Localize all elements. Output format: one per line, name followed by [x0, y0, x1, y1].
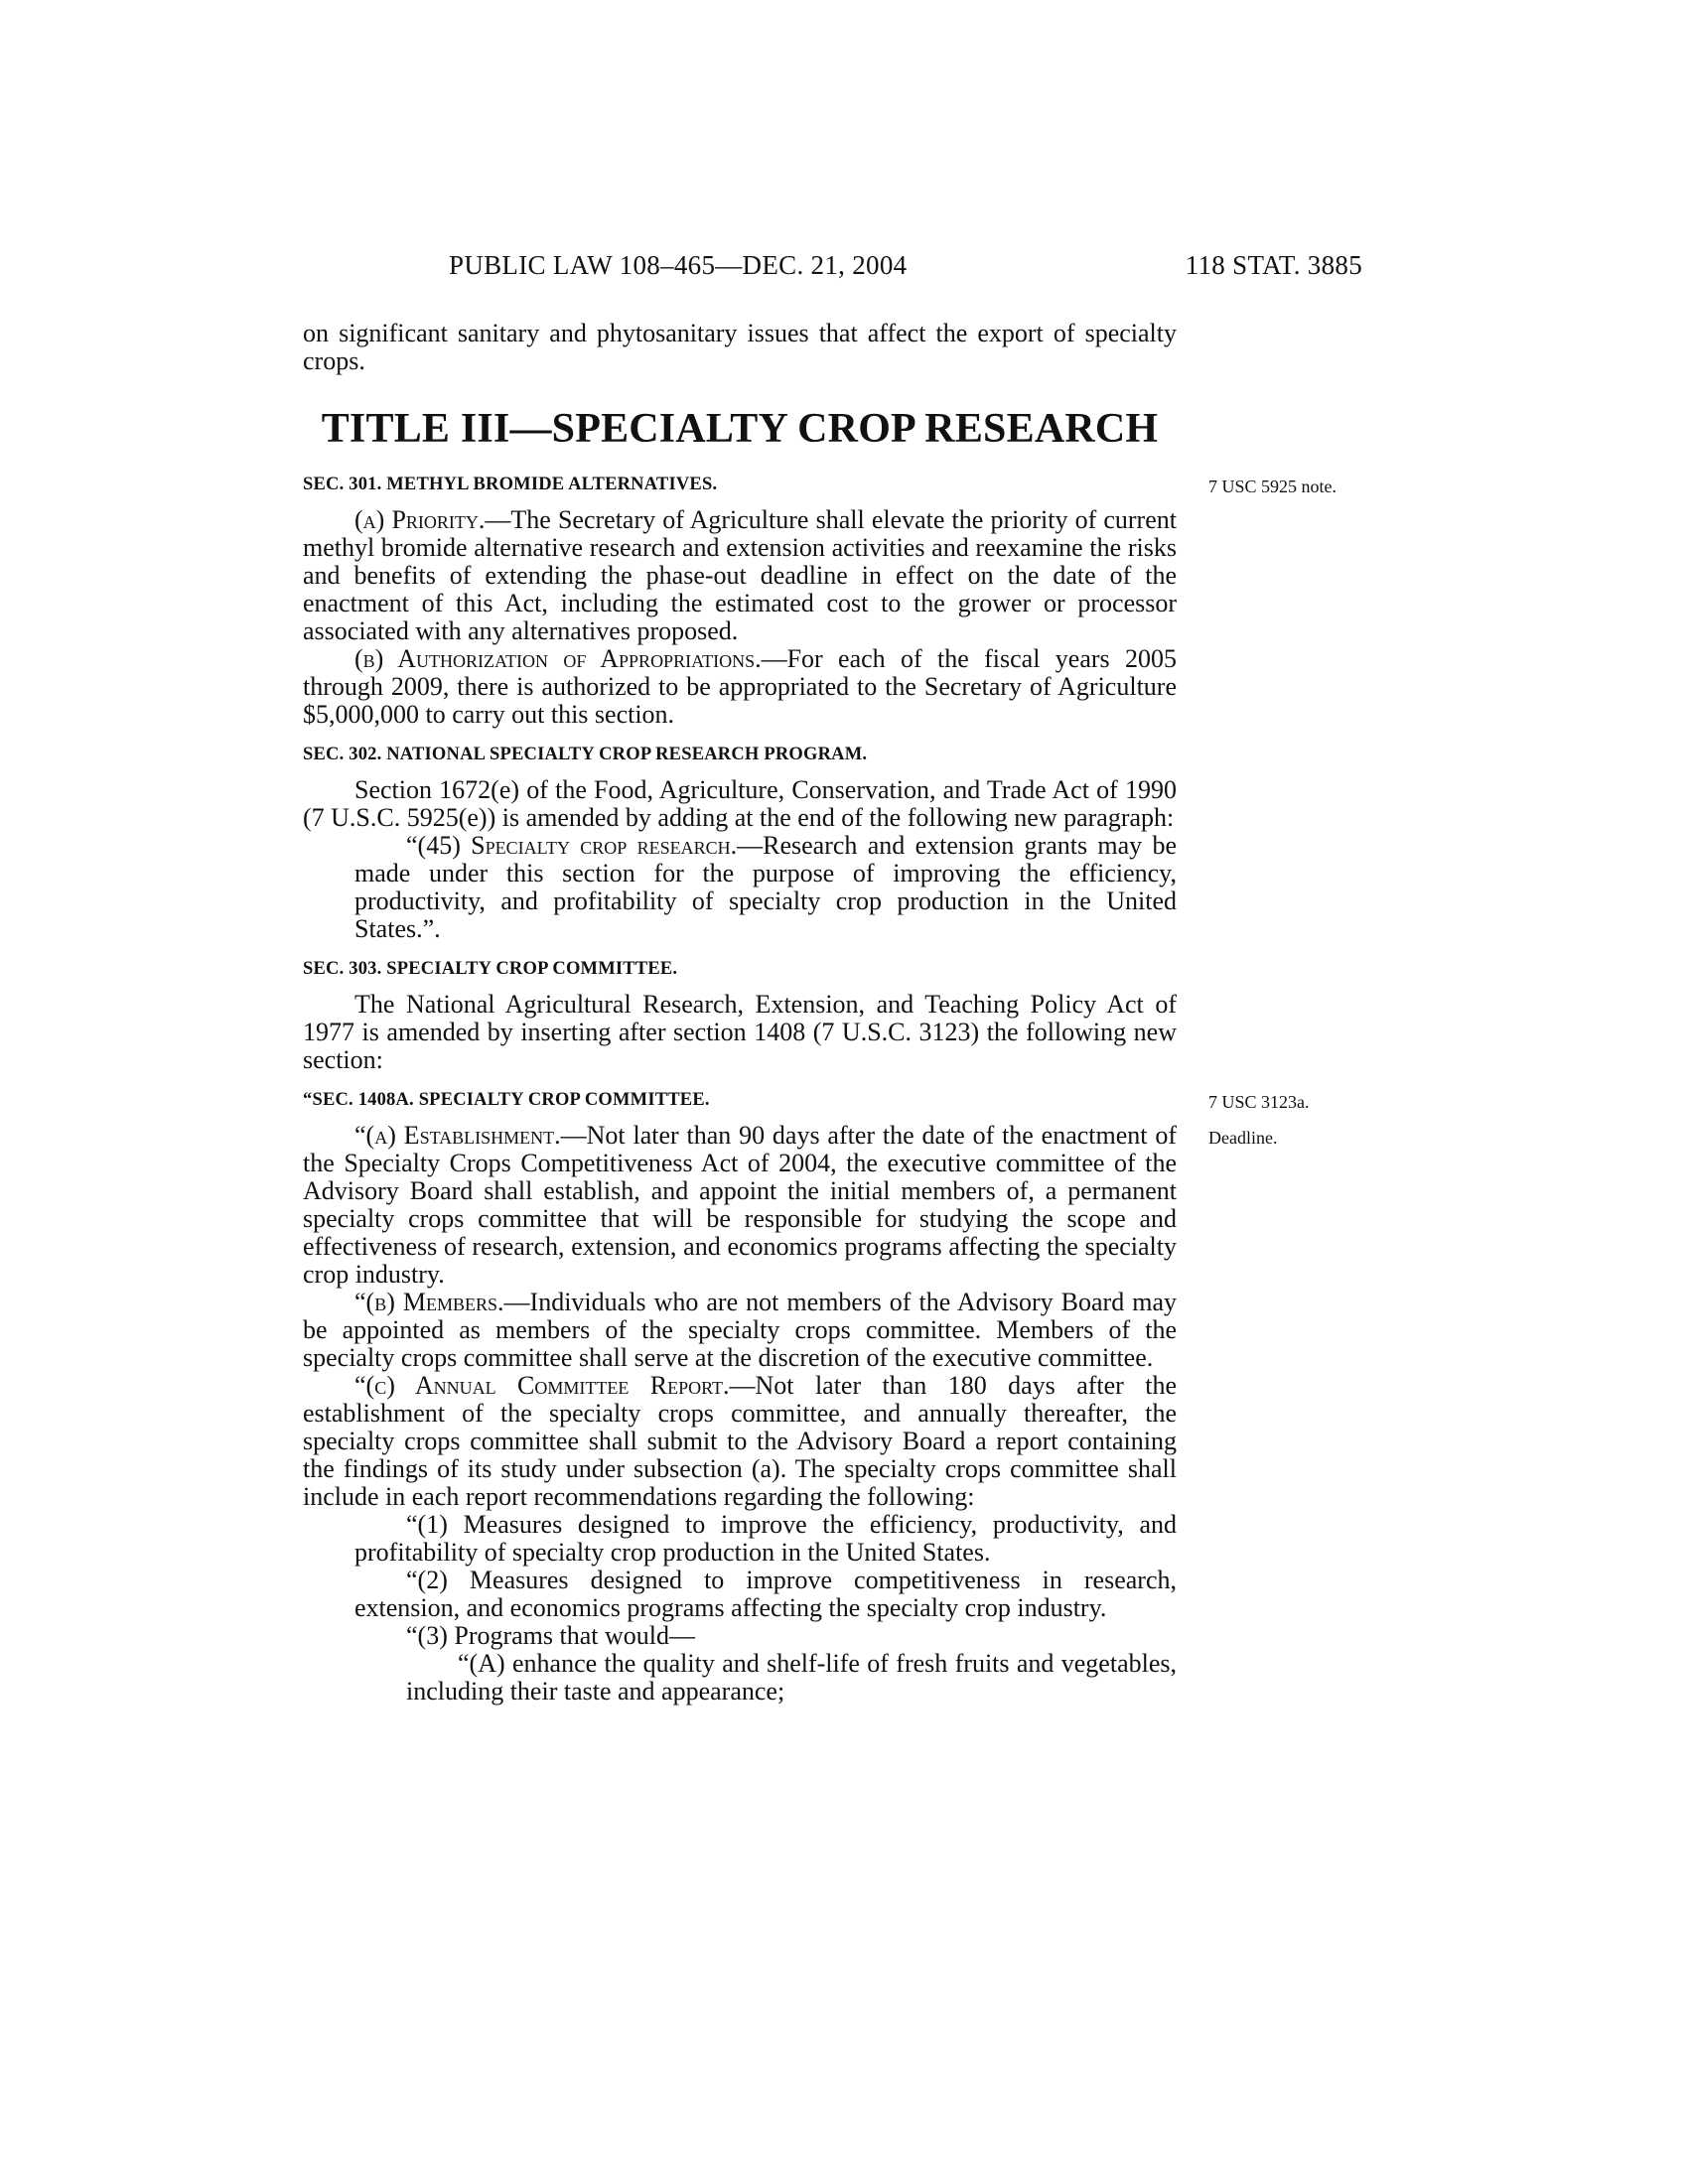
intro-paragraph: on significant sanitary and phytosanitary issues that affect the export of specialty crops. — [303, 319, 1177, 375]
sec-1408a-item-A: “(A) enhance the quality and shelf-life of fresh fruits and vegetables, including their taste and appearance; — [406, 1649, 1177, 1706]
sec-1408a-b-label: “(b) Members. — [354, 1288, 504, 1316]
sec-303-heading: SEC. 303. SPECIALTY CROP COMMITTEE. — [303, 959, 678, 979]
header-page-number: 118 STAT. 3885 — [1185, 250, 1362, 280]
sec-1408a-c — [303, 1372, 1177, 1511]
sec-1408a-b — [303, 1289, 1177, 1372]
sec-1408a-c-text: —Not later than 180 days after the establishment of the specialty crops committee, and annually thereafter, the specialty crops committee shall submit to the Advisory Board a report containing the findings of its study under subsection (a). The specialty crops committee shall include in each report recommendations regarding the following: — [303, 1371, 1177, 1511]
sec-302-p45-label: “(45) Specialty crop research. — [406, 831, 738, 860]
sec-302-text: Section 1672(e) of the Food, Agriculture, Conservation, and Trade Act of 1990 (7 U.S.C. 5925(e)) is amended by adding at the end of the following new paragraph: — [303, 775, 1177, 832]
sec-303-text: The National Agricultural Research, Extension, and Teaching Policy Act of 1977 is amended by inserting after section 1408 (7 U.S.C. 3123) the following new section: — [303, 990, 1177, 1074]
sec-301-a-label: (a) Priority. — [354, 505, 486, 534]
sec-1408a-b-text: —Individuals who are not members of the Advisory Board may be appointed as members of the specialty crops committee. Members of the specialty crops committee shall serve at the discretion of the executive committee. — [303, 1288, 1177, 1372]
sec-301-b — [303, 645, 1177, 729]
sec-1408a-item-2: “(2) Measures designed to improve competitiveness in research, extension, and economics programs affecting the specialty crop industry. — [354, 1566, 1177, 1622]
sec-1408a-a-text: —Not later than 90 days after the date of the enactment of the Specialty Crops Competitiveness Act of 2004, the executive committee of the Advisory Board shall establish, and appoint the initial members of, a permanent specialty crops committee that will be responsible for studying the scope and effectiveness of research, extension, and economics programs affecting the specialty crop industry. — [303, 1121, 1177, 1289]
header-title: PUBLIC LAW 108–465—DEC. 21, 2004 — [449, 250, 908, 280]
sec-1408a-item-3: “(3) Programs that would— — [406, 1621, 696, 1650]
sec-301-b-text: —For each of the fiscal years 2005 through 2009, there is authorized to be appropriated to the Secretary of Agriculture $5,000,000 to carry out this section. — [303, 644, 1177, 729]
sec-301-heading-text: SEC. 301. METHYL BROMIDE ALTERNATIVES. — [303, 475, 718, 494]
sec-302-paragraph-45 — [303, 832, 1177, 943]
page-body — [303, 319, 1337, 1706]
sec-301-a-text: —The Secretary of Agriculture shall elevate the priority of current methyl bromide alternative research and extension activities and reexamine the risks and benefits of extending the phase-out deadline in effect on the date of the enactment of this Act, including the estimated cost to the grower or processor associated with any alternatives proposed. — [303, 505, 1177, 645]
sec-301-b-label: (b) Authorization of Appropriations. — [354, 644, 762, 673]
running-header — [449, 250, 1362, 290]
sec-1408a-margin-note: 7 USC 3123a. — [1208, 1092, 1310, 1112]
sec-1408a-a — [303, 1121, 1278, 1289]
sec-1408a-heading — [303, 1088, 1310, 1112]
sec-1408a-heading-text: “SEC. 1408A. SPECIALTY CROP COMMITTEE. — [303, 1090, 710, 1110]
sec-1408a-item-1: “(1) Measures designed to improve the efficiency, productivity, and profitability of specialty crop production in the United States. — [354, 1510, 1177, 1567]
sec-301-a — [303, 506, 1177, 645]
sec-302-heading: SEC. 302. NATIONAL SPECIALTY CROP RESEARCH PROGRAM. — [303, 745, 868, 764]
sec-1408a-a-label: “(a) Establishment. — [354, 1121, 561, 1150]
sec-302-p45-text: —Research and extension grants may be made under this section for the purpose of improving the efficiency, productivity, and profitability of specialty crop production in the United States.”. — [354, 831, 1178, 943]
deadline-margin-note: Deadline. — [1208, 1128, 1278, 1148]
title-heading: TITLE III—SPECIALTY CROP RESEARCH — [321, 406, 1159, 452]
sec-1408a-c-label: “(c) Annual Committee Report. — [354, 1371, 730, 1400]
sec-301-heading — [303, 473, 1337, 496]
sec-301-margin-note: 7 USC 5925 note. — [1208, 477, 1337, 496]
